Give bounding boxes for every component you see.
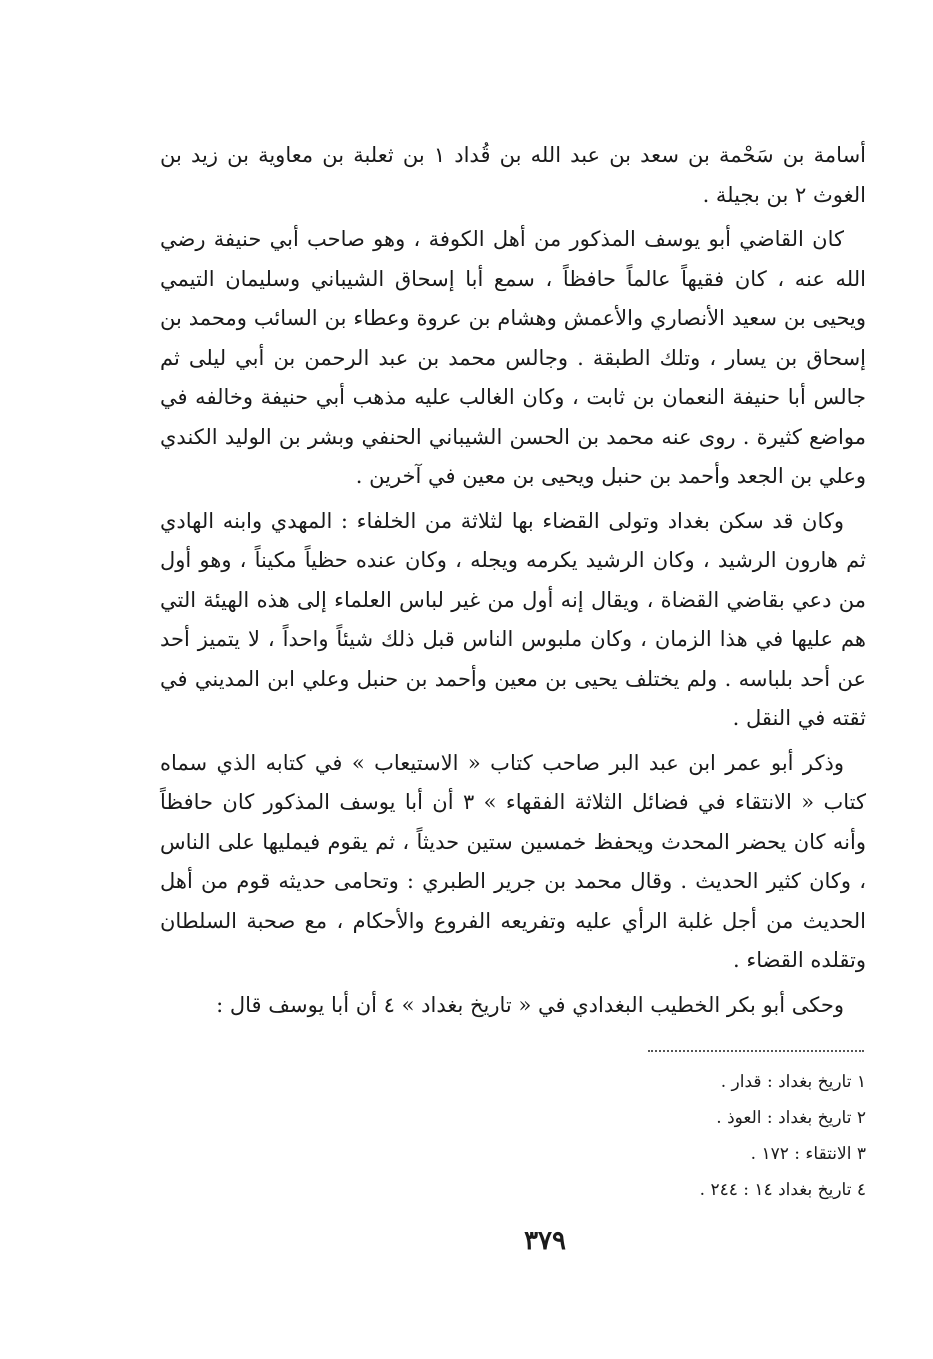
paragraph-4: وذكر أبو عمر ابن عبد البر صاحب كتاب « الاستيعاب » في كتابه الذي سماه كتاب « الانتقاء في فضائل الثلاثة الفقهاء » ٣ أن أبا يوسف المذكور كان حافظاً وأنه كان يحضر المحدث ويحفظ خمسين ستين حديثاً ، ثم يقوم فيمليها على الناس ، وكان كثير الحديث . وقال محمد بن جرير الطبري : وتحامى حديثه قوم من أهل الحديث من أجل غلبة الرأي عليه وتفريعه الفروع والأحكام ، مع صحبة السلطان وتقلده القضاء . (160, 750, 866, 972)
page-number: ٣٧٩ (524, 1226, 566, 1256)
paragraph-5: وحكى أبو بكر الخطيب البغدادي في « تاريخ بغداد » ٤ أن أبا يوسف قال : (216, 992, 844, 1017)
main-text (160, 136, 866, 1025)
footnote-3: ٣ الانتقاء : ١٧٢ . (750, 1144, 866, 1164)
paragraph-1: أسامة بن سَحْمة بن سعد بن عبد الله بن قُداد ١ بن ثعلبة بن معاوية بن زيد بن الغوث ٢ بن بجيلة . (160, 143, 866, 207)
footnote-2: ٢ تاريخ بغداد : العوذ . (716, 1108, 866, 1128)
footnote-1: ١ تاريخ بغداد : قدار . (720, 1072, 866, 1092)
paragraph-3: وكان قد سكن بغداد وتولى القضاء بها لثلاثة من الخلفاء : المهدي وابنه الهادي ثم هارون الرشيد ، وكان الرشيد يكرمه ويجله ، وكان عنده حظياً مكيناً ، وهو أول من دعي بقاضي القضاة ، ويقال إنه أول من غير لباس العلماء إلى هذه الهيئة التي هم عليها في هذا الزمان ، وكان ملبوس الناس قبل ذلك شيئاً واحداً ، لا يتميز أحد عن أحد بلباسه . ولم يختلف يحيى بن معين وأحمد بن حنبل وعلي ابن المديني في ثقته في النقل . (160, 508, 866, 730)
footnote-4: ٤ تاريخ بغداد ١٤ : ٢٤٤ . (699, 1180, 866, 1200)
footnote-separator (648, 1050, 864, 1052)
paragraph-2: كان القاضي أبو يوسف المذكور من أهل الكوفة ، وهو صاحب أبي حنيفة رضي الله عنه ، كان فقيهاً عالماً حافظاً ، سمع أبا إسحاق الشيباني وسليمان التيمي ويحيى بن سعيد الأنصاري والأعمش وهشام بن عروة وعطاء بن السائب ومحمد بن إسحاق بن يسار ، وتلك الطبقة . وجالس محمد بن عبد الرحمن بن أبي ليلى ثم جالس أبا حنيفة النعمان بن ثابت ، وكان الغالب عليه مذهب أبي حنيفة وخالفه في مواضع كثيرة . روى عنه محمد بن الحسن الشيباني الحنفي وبشر بن الوليد الكندي وعلي بن الجعد وأحمد بن حنبل ويحيى بن معين في آخرين . (160, 227, 866, 488)
footnotes (560, 1064, 866, 1208)
